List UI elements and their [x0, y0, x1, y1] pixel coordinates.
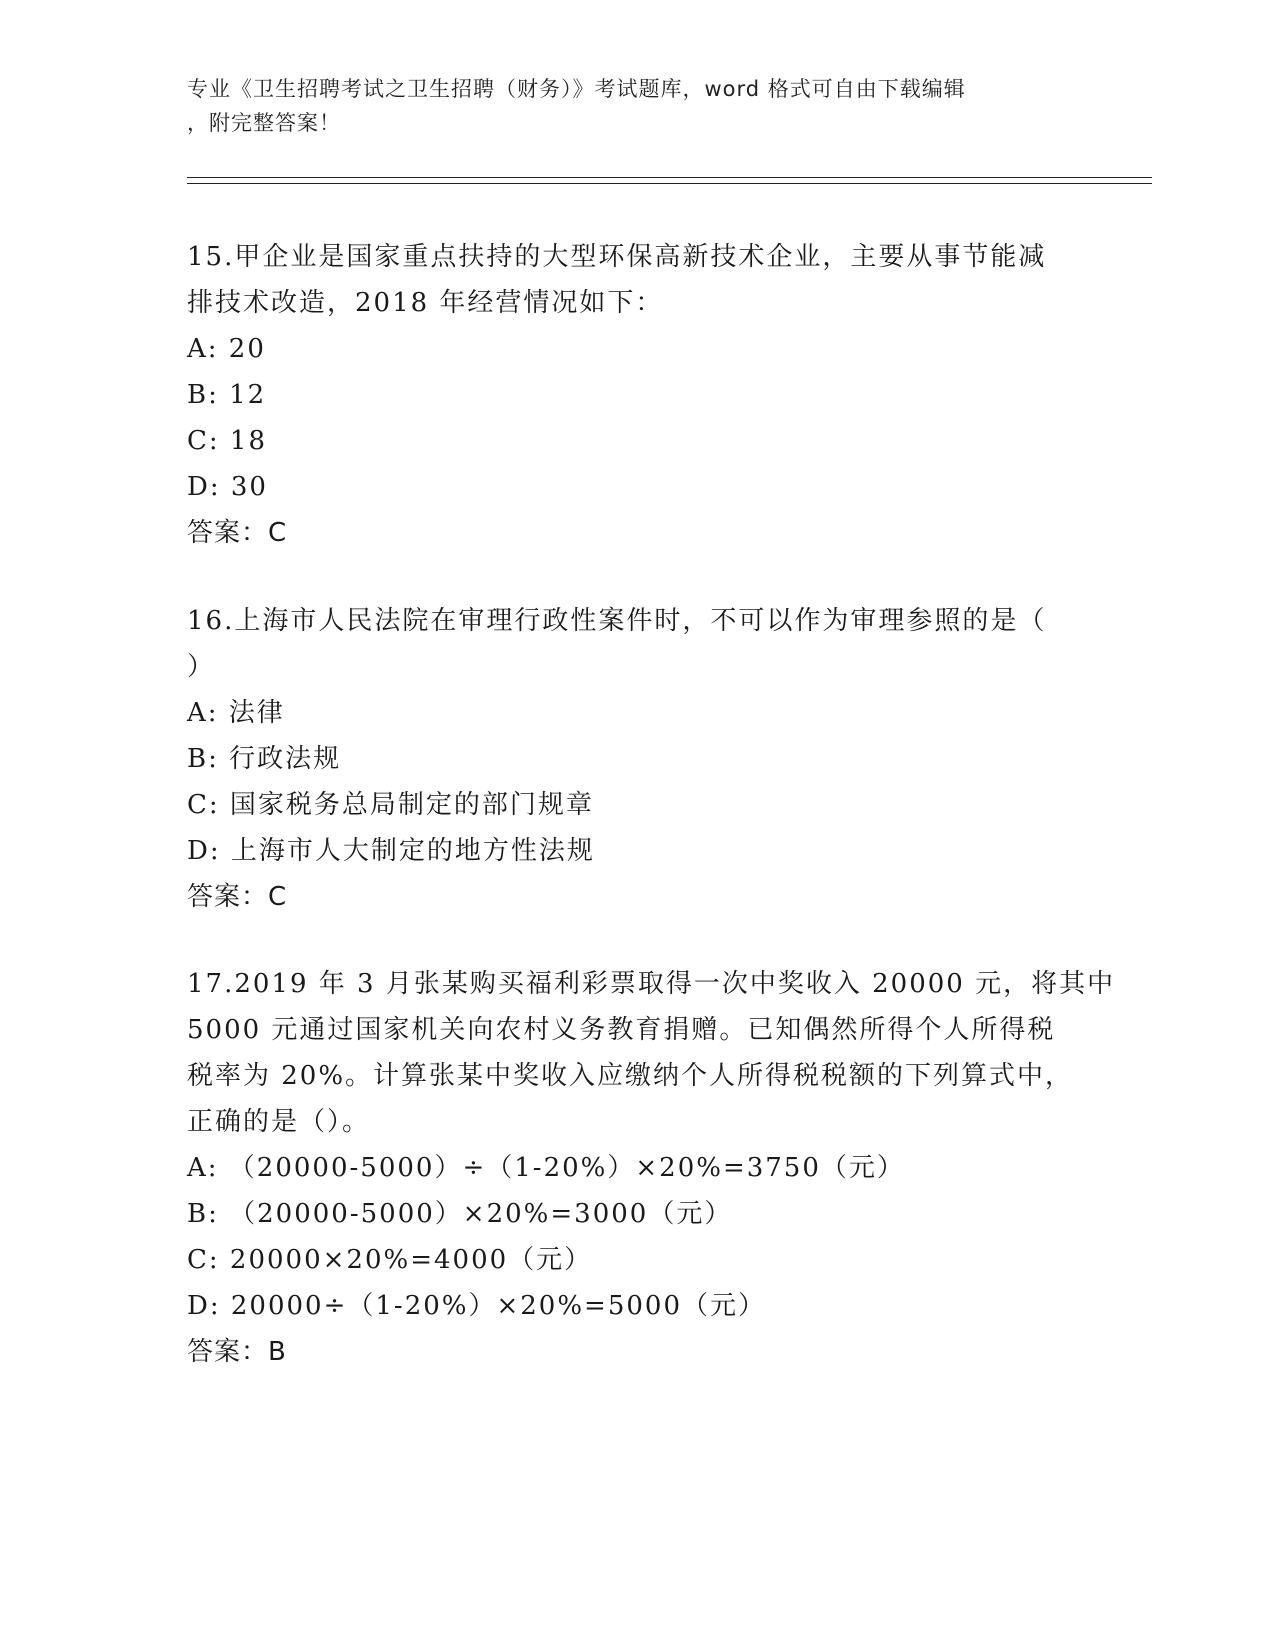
- header-rule-top: [187, 177, 1152, 178]
- question-16: [187, 598, 1087, 920]
- question-stem-line: 15.甲企业是国家重点扶持的大型环保高新技术企业，主要从事节能减: [187, 242, 1047, 272]
- option-d: D: 30: [187, 472, 268, 502]
- question-17: [187, 961, 1116, 1375]
- question-stem-line: 17.2019 年 3 月张某购买福利彩票取得一次中奖收入 20000 元，将其中: [187, 969, 1116, 999]
- header-line-1: 专业《卫生招聘考试之卫生招聘（财务）》考试题库，word 格式可自由下载编辑: [187, 77, 966, 101]
- option-b: B: 行政法规: [187, 744, 342, 774]
- option-a: A: （20000-5000）÷（1-20%）×20%=3750（元）: [187, 1153, 905, 1183]
- header-rule-bottom: [187, 183, 1152, 184]
- option-a: A: 法律: [187, 698, 285, 728]
- option-a: A: 20: [187, 334, 266, 364]
- header-line-2: ，附完整答案！: [187, 111, 341, 135]
- option-c: C: 20000×20%=4000（元）: [187, 1245, 593, 1275]
- answer-line: 答案：C: [187, 882, 288, 912]
- option-d: D: 20000÷（1-20%）×20%=5000（元）: [187, 1291, 767, 1321]
- answer-line: 答案：B: [187, 1337, 287, 1367]
- question-stem-line: 排技术改造，2018 年经营情况如下：: [187, 288, 664, 318]
- option-c: C: 国家税务总局制定的部门规章: [187, 790, 594, 820]
- answer-line: 答案：C: [187, 518, 288, 548]
- option-b: B: （20000-5000）×20%=3000（元）: [187, 1199, 733, 1229]
- question-stem-line: 16.上海市人民法院在审理行政性案件时，不可以作为审理参照的是（: [187, 606, 1047, 636]
- document-header: [187, 72, 1067, 140]
- question-stem-line: 税率为 20%。计算张某中奖收入应缴纳个人所得税税额的下列算式中，: [187, 1061, 1074, 1091]
- question-stem-line: ）: [187, 652, 216, 682]
- option-d: D: 上海市人大制定的地方性法规: [187, 836, 595, 866]
- question-stem-line: 5000 元通过国家机关向农村义务教育捐赠。已知偶然所得个人所得税: [187, 1015, 1056, 1045]
- question-stem-line: 正确的是（）。: [187, 1107, 371, 1137]
- option-b: B: 12: [187, 380, 267, 410]
- option-c: C: 18: [187, 426, 268, 456]
- question-15: [187, 234, 1087, 556]
